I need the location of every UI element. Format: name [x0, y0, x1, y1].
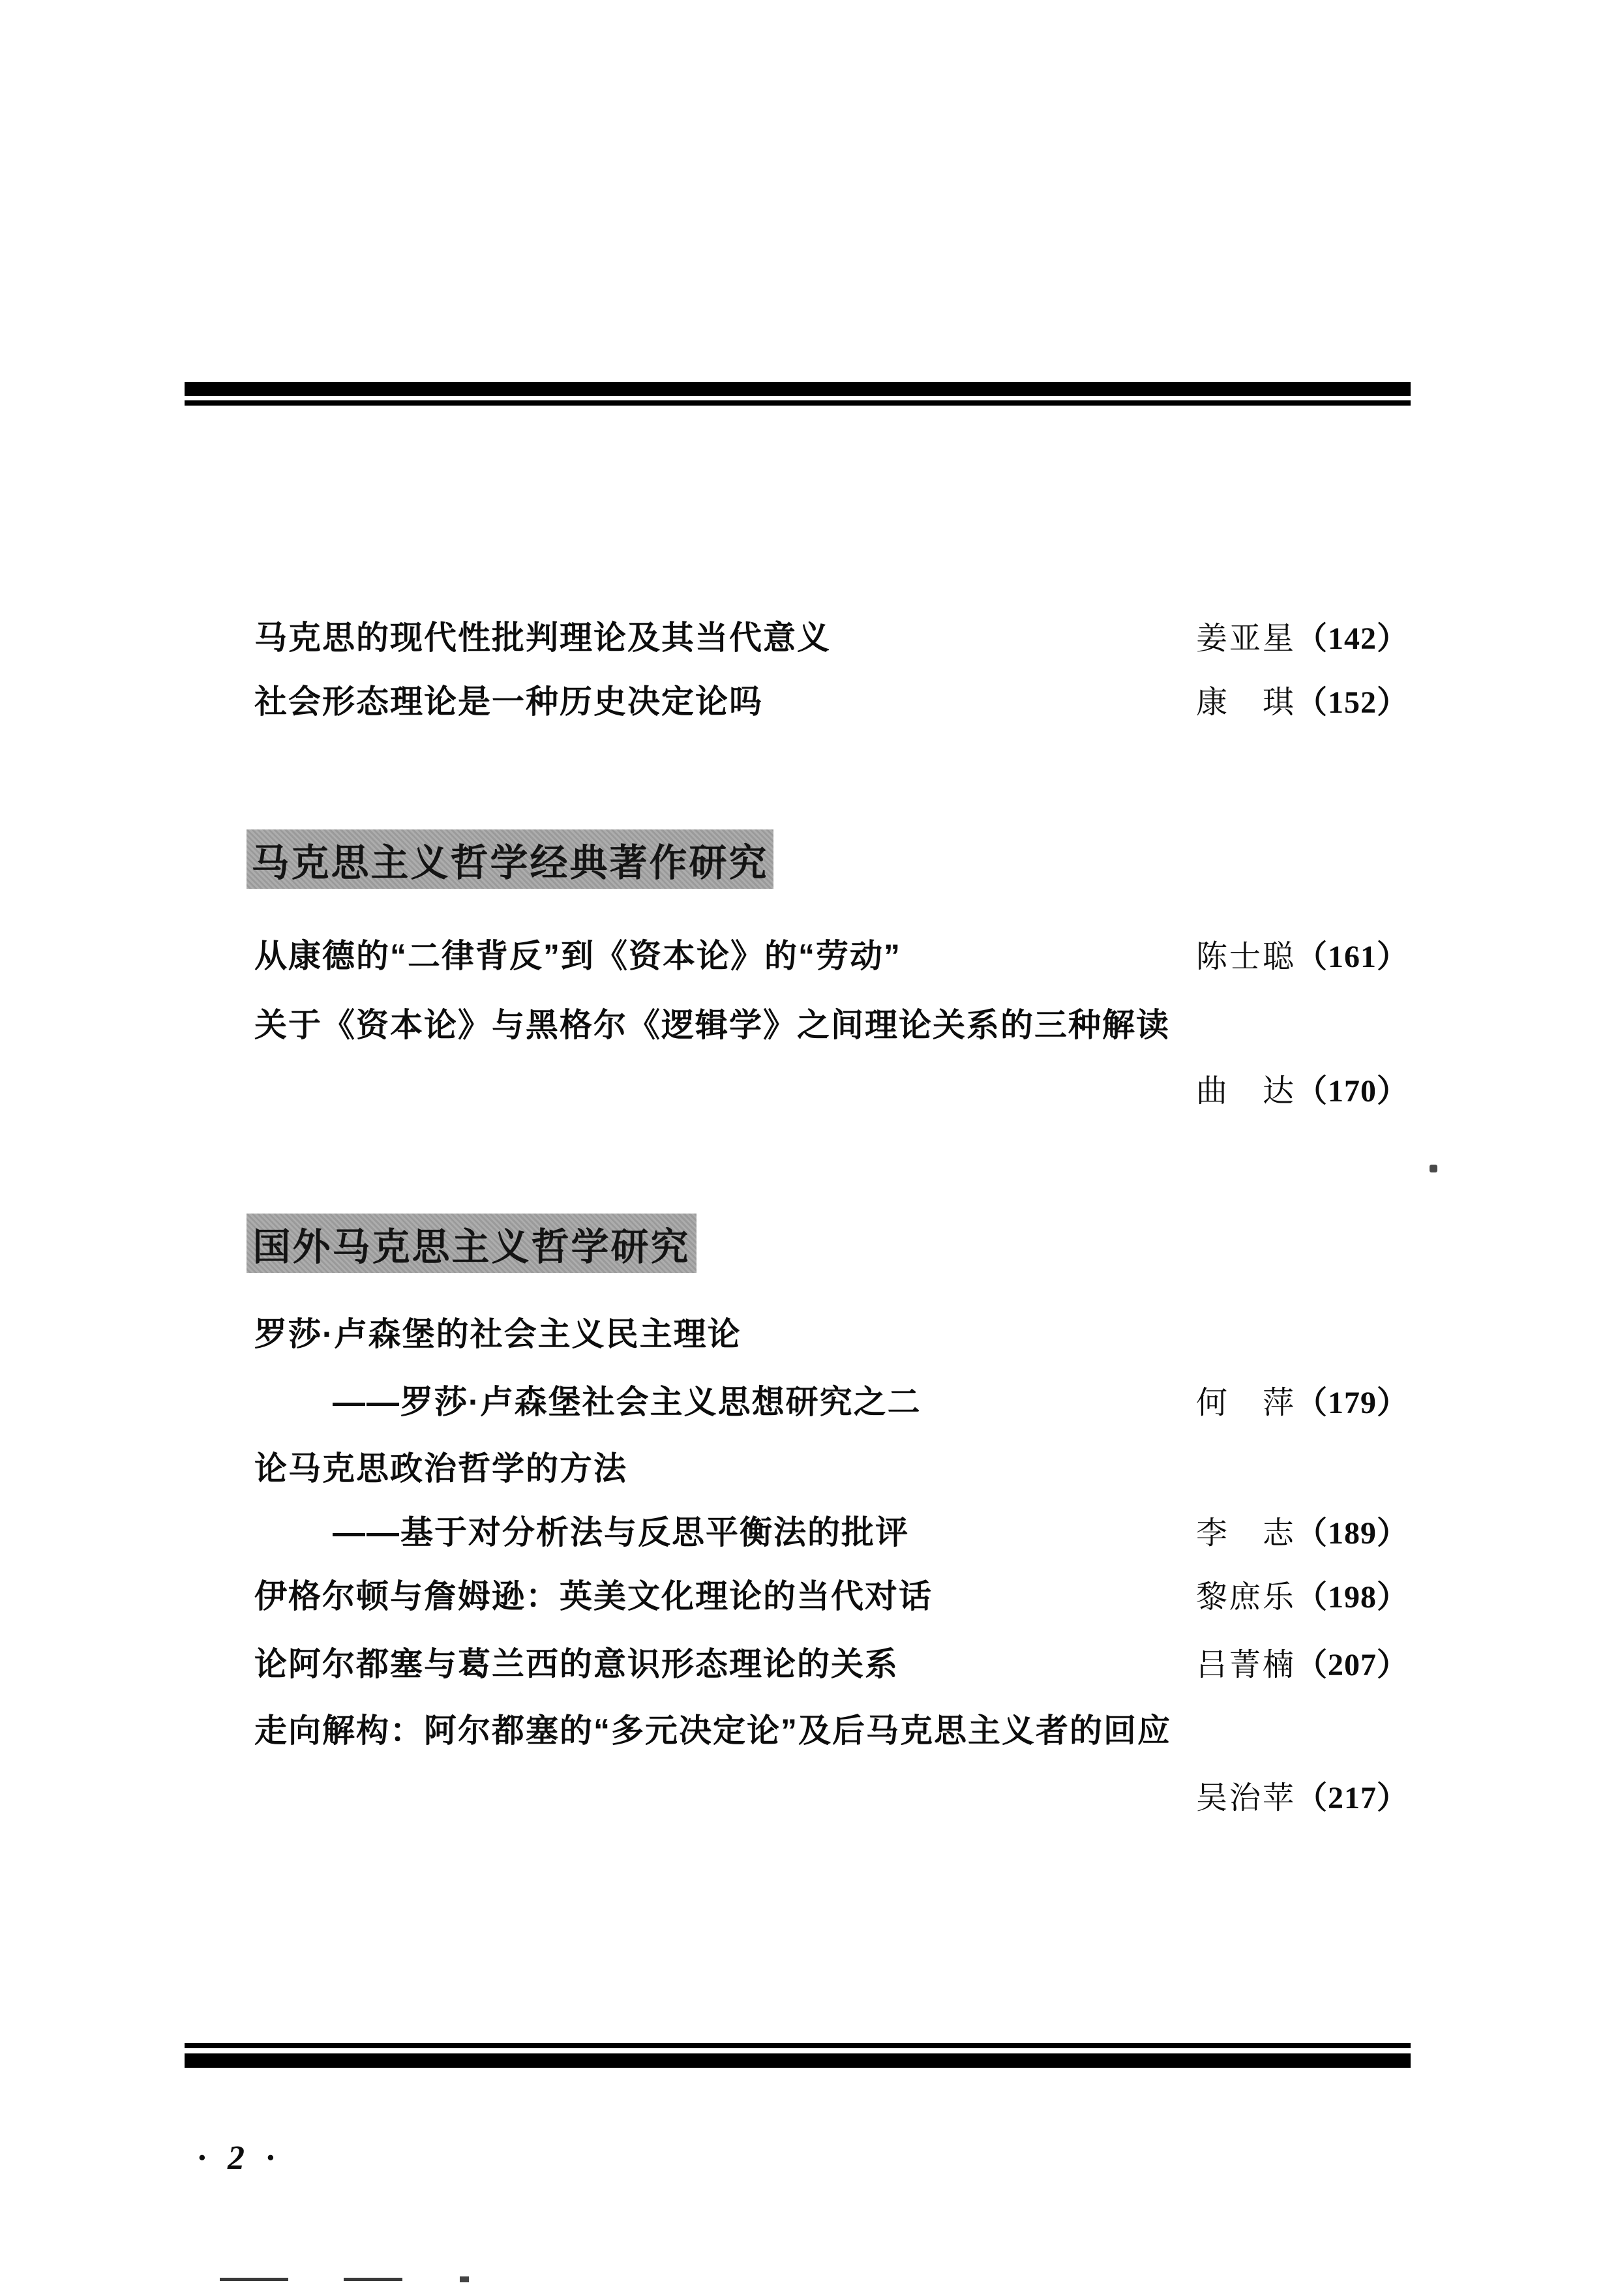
toc-entry-page: （207）: [1295, 1648, 1409, 1682]
toc-entry-page: （217）: [1295, 1781, 1409, 1815]
toc-entry-ref: [1196, 1515, 1409, 1551]
toc-entry-ref: [1196, 621, 1409, 657]
toc-entry-title: 社会形态理论是一种历史决定论吗: [254, 683, 763, 720]
toc-entry-author: 吕菁楠: [1195, 1648, 1296, 1682]
toc-entry-ref: [1196, 1073, 1409, 1109]
page-number: · 2 ·: [198, 2139, 281, 2177]
toc-entry-page: （161）: [1295, 940, 1409, 974]
toc-entry-page: （152）: [1295, 685, 1409, 720]
toc-entry: [254, 1316, 1409, 1354]
top-rule-thin: [185, 400, 1411, 406]
scan-artifact-dash: [344, 2278, 402, 2281]
toc-entry-subtitle-line: [333, 1384, 1409, 1422]
toc-entry-page: （198）: [1295, 1580, 1409, 1615]
toc-entry-subtitle-line: [333, 1514, 1409, 1552]
toc-entry-author: 吴治苹: [1195, 1781, 1296, 1815]
toc-entry-author: 何 萍: [1195, 1386, 1296, 1420]
toc-entry-title: 论阿尔都塞与葛兰西的意识形态理论的关系: [254, 1646, 899, 1682]
toc-entry-title: 论马克思政治哲学的方法: [254, 1450, 627, 1487]
section-header-label: 国外马克思主义哲学研究: [252, 1225, 691, 1268]
toc-entry-ref: [1196, 1579, 1409, 1615]
toc-entry-title: 马克思的现代性批判理论及其当代意义: [254, 619, 831, 656]
toc-entry-ref: [1196, 1780, 1409, 1816]
toc-entry: [254, 619, 1409, 657]
toc-entry-ref: [1196, 1385, 1409, 1421]
scan-speck: [1430, 1165, 1437, 1172]
scan-artifact-dash: [220, 2278, 288, 2281]
toc-entry: [254, 1712, 1409, 1750]
toc-entry-title: 走向解构：阿尔都塞的“多元决定论”及后马克思主义者的回应: [254, 1712, 1171, 1749]
toc-entry: [254, 683, 1409, 721]
toc-entry-author: 康 琪: [1195, 685, 1296, 720]
toc-entry-author: 李 志: [1195, 1516, 1296, 1551]
toc-entry: [254, 938, 1409, 976]
toc-entry-author: 黎庶乐: [1195, 1580, 1296, 1615]
toc-entry-ref: [1196, 1647, 1409, 1683]
toc-entry: [254, 1646, 1409, 1684]
toc-entry-page: （142）: [1295, 621, 1409, 656]
toc-entry-author-line: [254, 1780, 1409, 1816]
toc-entry-title: 从康德的“二律背反”到《资本论》的“劳动”: [254, 938, 901, 974]
toc-entry-page: （189）: [1295, 1516, 1409, 1551]
bottom-rule-thin: [185, 2043, 1411, 2048]
top-rule-thick: [185, 382, 1411, 396]
bottom-rule-thick: [185, 2053, 1411, 2068]
toc-entry-title: 关于《资本论》与黑格尔《逻辑学》之间理论关系的三种解读: [254, 1007, 1170, 1043]
toc-entry-page: （179）: [1295, 1386, 1409, 1420]
toc-entry-subtitle: ——基于对分析法与反思平衡法的批评: [333, 1514, 909, 1551]
toc-entry-author: 曲 达: [1195, 1074, 1296, 1109]
section-header: [247, 829, 773, 889]
toc-entry: [254, 1007, 1409, 1045]
toc-entry-author-line: [254, 1073, 1409, 1109]
section-header: [247, 1214, 697, 1273]
toc-entry-ref: [1196, 939, 1409, 975]
toc-entry-title: 罗莎·卢森堡的社会主义民主理论: [254, 1316, 742, 1352]
toc-entry: [254, 1578, 1409, 1616]
toc-entry-page: （170）: [1295, 1074, 1409, 1109]
toc-entry-author: 陈士聪: [1195, 940, 1296, 974]
toc-entry: [254, 1450, 1409, 1488]
toc-entry-ref: [1196, 685, 1409, 721]
toc-entry-author: 姜亚星: [1195, 621, 1296, 656]
scan-artifact-speck: [460, 2276, 469, 2282]
toc-entry-title: 伊格尔顿与詹姆逊：英美文化理论的当代对话: [254, 1578, 933, 1615]
toc-entry-subtitle: ——罗莎·卢森堡社会主义思想研究之二: [333, 1384, 921, 1420]
section-header-label: 马克思主义哲学经典著作研究: [251, 841, 769, 884]
